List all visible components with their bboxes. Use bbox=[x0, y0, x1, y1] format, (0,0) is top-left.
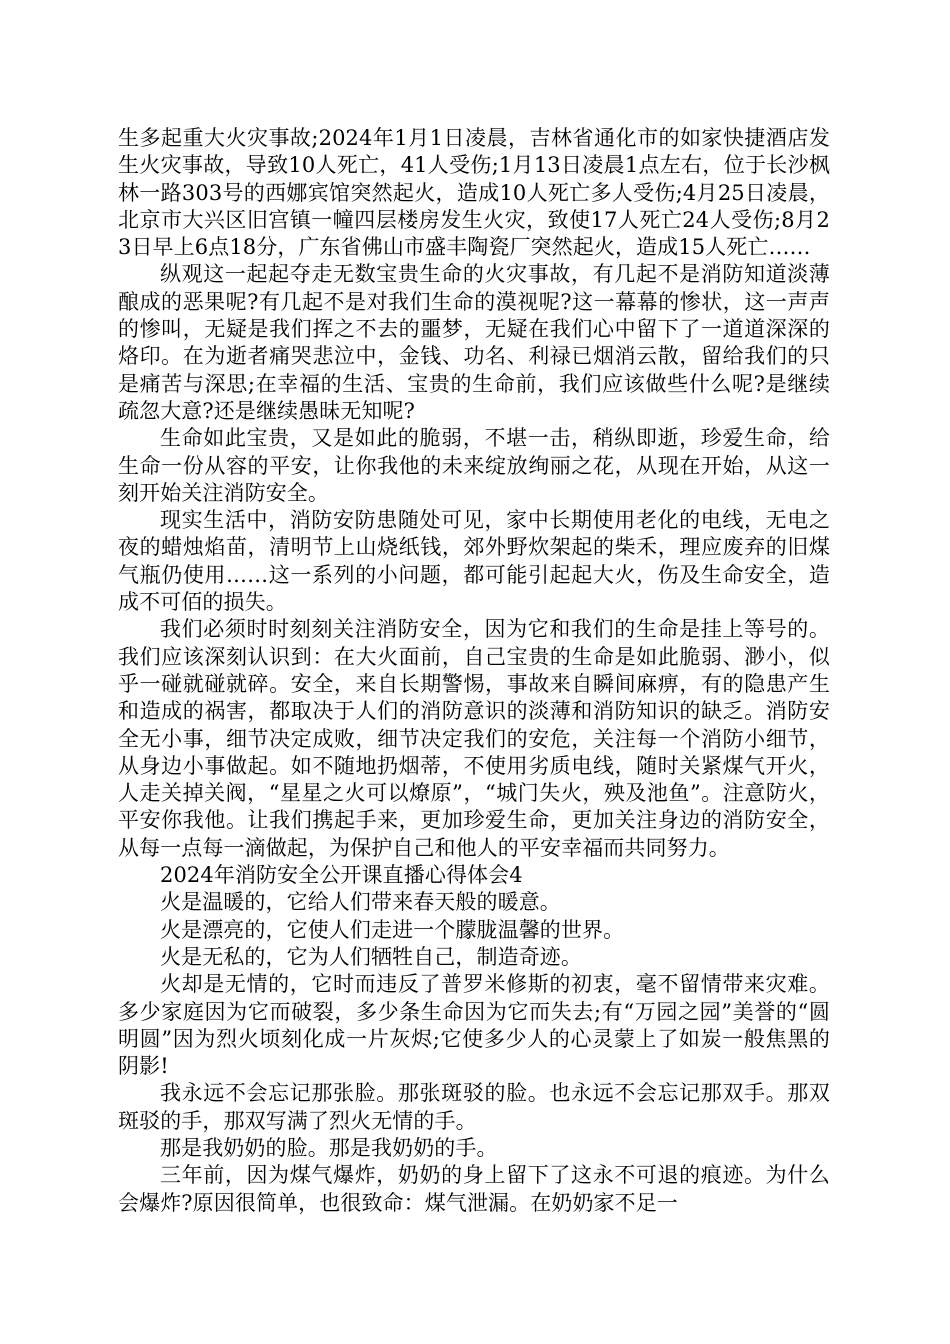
paragraph-mottled-face: 我永远不会忘记那张脸。那张斑驳的脸。也永远不会忘记那双手。那双斑驳的手，那双写满了烈火无情的手。 bbox=[118, 1081, 830, 1133]
paragraph-focus-fire-safety: 我们必须时时刻刻关注消防安全，因为它和我们的生命是挂上等号的。我们应该深刻认识到：在大火面前，自己宝贵的生命是如此脆弱、渺小，似乎一碰就碰就碎。安全，来自长期警惕，事故来自瞬间麻痹，有的隐患产生和造成的祸害，都取决于人们的消防意识的淡薄和消防知识的缺乏。消防安全无小事，细节决定成败，细节决定我们的安危，关注每一个消防小细节，从身边小事做起。如不随地扔烟蒂，不使用劣质电线，随时关紧煤气开火，人走关掉关阀，“星星之火可以燎原”，“城门失火，殃及池鱼”。注意防火，平安你我他。让我们携起手来，更加珍爱生命，更加关注身边的消防安全，从每一点每一滴做起，为保护自己和他人的平安幸福而共同努力。 bbox=[118, 617, 830, 860]
paragraph-fire-incidents-list: 生多起重大火灾事故;2024年1月1日凌晨，吉林省通化市的如家快捷酒店发生火灾事故，导致10人死亡，41人受伤;1月13日凌晨1点左右，位于长沙枫林一路303号的西娜宾馆突然起火，造成10人死亡多人受伤;4月25日凌晨，北京市大兴区旧宫镇一幢四层楼房发生火灾，致使17人死亡24人受伤;8月23日早上6点18分，广东省佛山市盛丰陶瓷厂突然起火，造成15人死亡…… bbox=[118, 126, 830, 260]
paragraph-fire-warm: 火是温暖的，它给人们带来春天般的暖意。 bbox=[160, 890, 561, 915]
paragraph-fire-ruthless: 火却是无情的，它时而违反了普罗米修斯的初衷，毫不留情带来灾难。多少家庭因为它而破裂，多少条生命因为它而失去;有“万园之园”美誉的“圆明圆”因为烈火顷刻化成一片灰烬;它使多少人的心灵蒙上了如炭一般焦黑的阴影! bbox=[118, 972, 830, 1079]
paragraph-gas-explosion: 三年前，因为煤气爆炸，奶奶的身上留下了这永不可退的痕迹。为什么会爆炸?原因很简单，也很致命：煤气泄漏。在奶奶家不足一 bbox=[118, 1163, 830, 1215]
document-body bbox=[118, 125, 830, 1217]
paragraph-daily-hazards: 现实生活中，消防安防患随处可见，家中长期使用老化的电线，无电之夜的蜡烛焰苗，清明节上山烧纸钱，郊外野炊架起的柴禾，理应废弃的旧煤气瓶仍使用……这一系列的小问题，都可能引起起大火，伤及生命安全，造成不可佰的损失。 bbox=[118, 508, 830, 615]
paragraph-cherish-life: 生命如此宝贵，又是如此的脆弱，不堪一击，稍纵即逝，珍爱生命，给生命一份从容的平安，让你我他的未来绽放绚丽之花，从现在开始，从这一刻开始关注消防安全。 bbox=[118, 426, 830, 505]
paragraph-grandma: 那是我奶奶的脸。那是我奶奶的手。 bbox=[160, 1135, 498, 1160]
paragraph-fire-selfless: 火是无私的，它为人们牺牲自己，制造奇迹。 bbox=[160, 944, 582, 969]
section-heading: 2024年消防安全公开课直播心得体会4 bbox=[160, 863, 523, 888]
paragraph-reflection: 纵观这一起起夺走无数宝贵生命的火灾事故，有几起不是消防知道淡薄酿成的恶果呢?有几起不是对我们生命的漠视呢?这一幕幕的惨状，这一声声的惨叫，无疑是我们挥之不去的噩梦，无疑在我们心中留下了一道道深深的烙印。在为逝者痛哭悲泣中，金钱、功名、利禄已烟消云散，留给我们的只是痛苦与深思;在幸福的生活、宝贵的生命前，我们应该做些什么呢?是继续疏忽大意?还是继续愚昧无知呢? bbox=[118, 262, 830, 423]
paragraph-fire-beautiful: 火是漂亮的，它使人们走进一个朦胧温馨的世界。 bbox=[160, 917, 625, 942]
